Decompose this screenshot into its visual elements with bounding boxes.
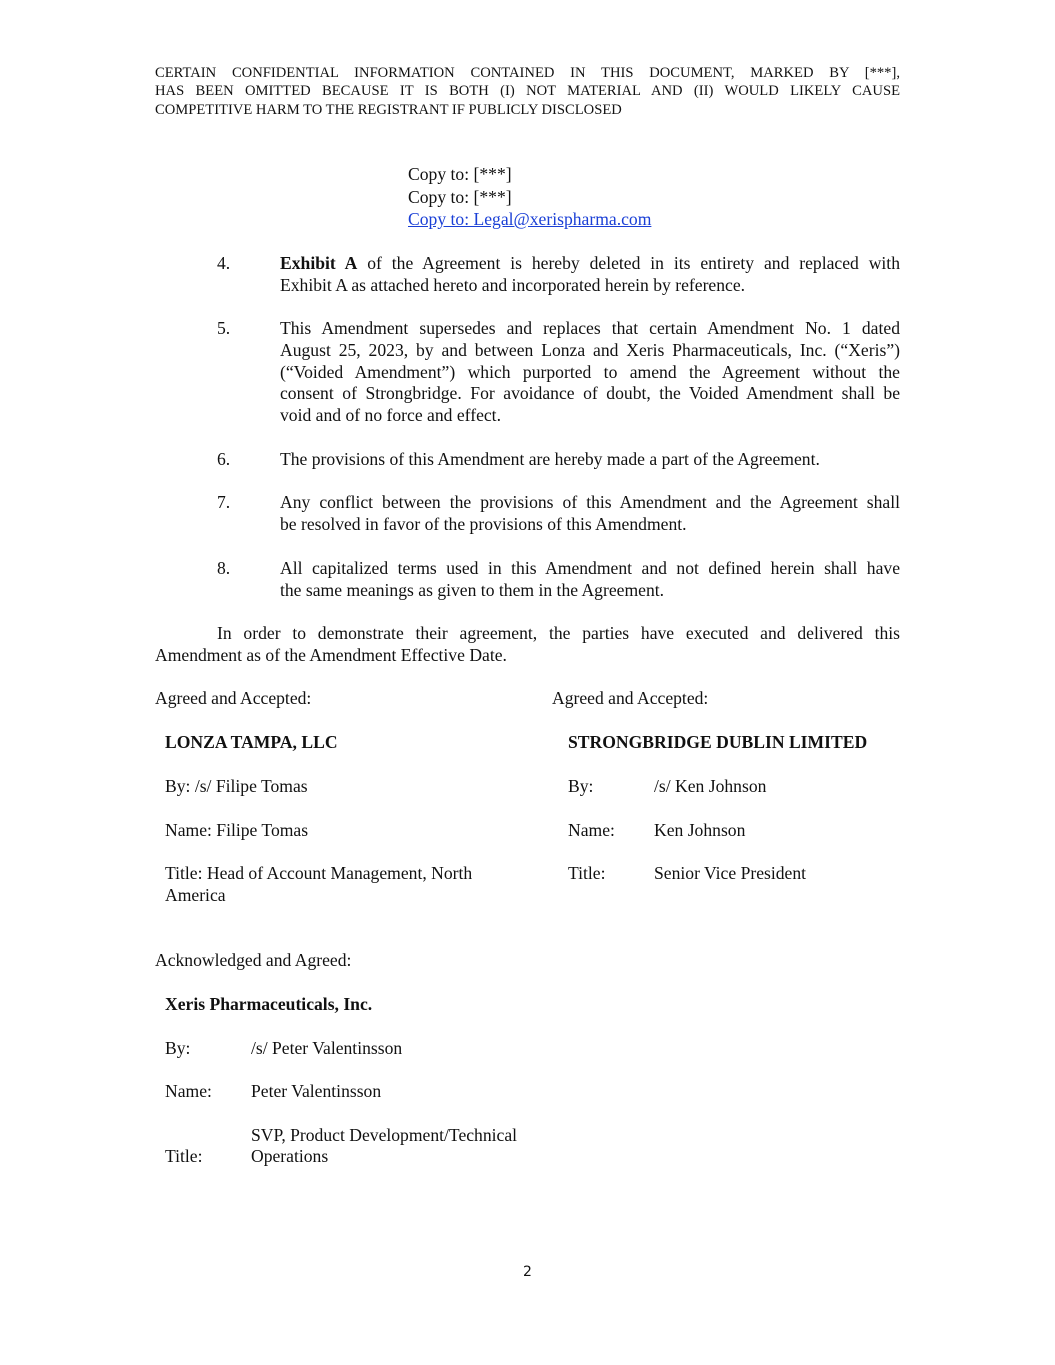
legend-line-3: COMPETITIVE HARM TO THE REGISTRANT IF PUBLICLY DISCLOSED: [155, 101, 622, 118]
item-4-line-2: Exhibit A as attached hereto and incorporated herein by reference.: [280, 274, 746, 295]
item-number-7: 7.: [217, 492, 231, 512]
item-6-text: [280, 449, 900, 471]
item-4-line-1-rest: of the Agreement is hereby deleted in its entirety and replaced with: [357, 253, 900, 273]
exhibit-a-bold: Exhibit A: [280, 253, 358, 273]
lonza-title-line-2: America: [165, 885, 226, 905]
xeris-title-line-2: Operations: [251, 1146, 329, 1166]
xeris-title-label: Title:: [165, 1146, 203, 1166]
xeris-by-label: By:: [165, 1038, 191, 1058]
item-5-line-3: (“Voided Amendment”) which purported to amend the Agreement without the: [280, 361, 900, 382]
closing-line-1: In order to demonstrate their agreement, the parties have executed and delivered this: [217, 623, 900, 643]
xeris-company-name: Xeris Pharmaceuticals, Inc.: [165, 994, 373, 1014]
item-7-line-1: Any conflict between the provisions of this Amendment and the Agreement shall: [280, 492, 900, 512]
item-number-5: 5.: [217, 318, 231, 338]
strongbridge-title-label: Title:: [568, 863, 606, 883]
item-5-line-2: August 25, 2023, by and between Lonza and Xeris Pharmaceuticals, Inc. (“Xeris”): [280, 339, 900, 360]
strongbridge-agreed-accepted: Agreed and Accepted:: [552, 688, 709, 708]
strongbridge-name-value: Ken Johnson: [654, 820, 746, 840]
lonza-company-name: LONZA TAMPA, LLC: [165, 732, 338, 752]
copy-to-line-1: Copy to: [***]: [408, 164, 512, 184]
strongbridge-company-name: STRONGBRIDGE DUBLIN LIMITED: [568, 732, 868, 752]
item-8-text: [280, 558, 900, 602]
page-number: 2: [523, 1264, 532, 1280]
xeris-by-value: /s/ Peter Valentinsson: [251, 1038, 403, 1058]
item-5-line-1: This Amendment supersedes and replaces that certain Amendment No. 1 dated: [280, 318, 900, 338]
item-8-line-2: the same meanings as given to them in the Agreement.: [280, 579, 665, 600]
closing-line-2: Amendment as of the Amendment Effective Date.: [155, 644, 507, 665]
item-6-line-1: The provisions of this Amendment are hereby made a part of the Agreement.: [280, 449, 820, 469]
item-7-line-2: be resolved in favor of the provisions of this Amendment.: [280, 513, 687, 534]
lonza-name-line: Name: Filipe Tomas: [165, 820, 309, 840]
item-5-line-5: void and of no force and effect.: [280, 405, 501, 426]
item-7-text: [280, 492, 900, 536]
closing-paragraph: [155, 623, 900, 667]
lonza-by-line: By: /s/ Filipe Tomas: [165, 776, 308, 796]
copy-to-email-link[interactable]: Copy to: Legal@xerispharma.com: [408, 209, 652, 229]
item-5-line-4: consent of Strongbridge. For avoidance of doubt, the Voided Amendment shall be: [280, 383, 900, 404]
xeris-name-label: Name:: [165, 1081, 212, 1101]
item-number-6: 6.: [217, 449, 231, 469]
copy-to-block: [408, 164, 651, 232]
lonza-title-line-1: Title: Head of Account Management, North: [165, 863, 473, 883]
item-number-4: 4.: [217, 253, 231, 273]
legend-line-1: CERTAIN CONFIDENTIAL INFORMATION CONTAINED IN THIS DOCUMENT, MARKED BY [***],: [155, 65, 900, 81]
strongbridge-by-value: /s/ Ken Johnson: [654, 776, 767, 796]
xeris-title-line-1: SVP, Product Development/Technical: [251, 1125, 518, 1145]
item-number-8: 8.: [217, 558, 231, 578]
strongbridge-by-label: By:: [568, 776, 594, 796]
xeris-name-value: Peter Valentinsson: [251, 1081, 382, 1101]
copy-to-line-2: Copy to: [***]: [408, 186, 512, 207]
item-4-text: [280, 253, 900, 297]
lonza-agreed-accepted: Agreed and Accepted:: [155, 688, 312, 708]
strongbridge-title-value: Senior Vice President: [654, 863, 807, 883]
item-5-text: [280, 318, 900, 427]
legend-line-2: HAS BEEN OMITTED BECAUSE IT IS BOTH (I) NOT MATERIAL AND (II) WOULD LIKELY CAUSE: [155, 83, 900, 100]
item-8-line-1: All capitalized terms used in this Amendment and not defined herein shall have: [280, 558, 900, 578]
strongbridge-name-label: Name:: [568, 820, 615, 840]
confidentiality-legend: [155, 64, 900, 119]
xeris-acknowledged-agreed: Acknowledged and Agreed:: [155, 950, 352, 970]
